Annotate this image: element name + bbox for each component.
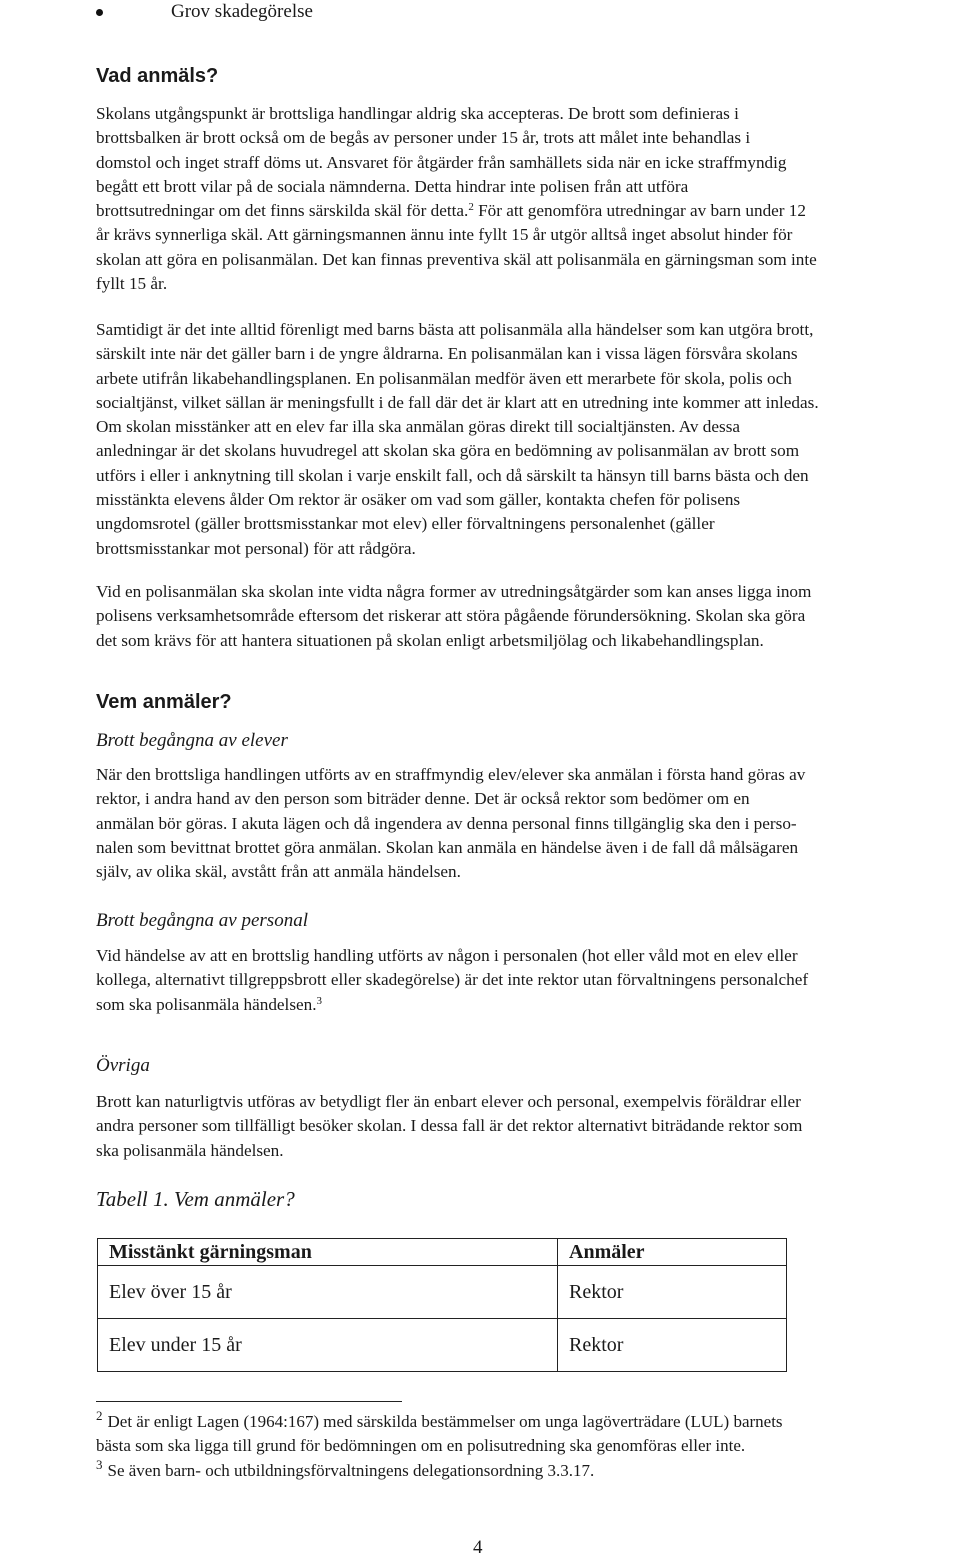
table-row bbox=[98, 1266, 787, 1319]
text-line: Skolans utgångspunkt är brottsliga handlingar aldrig ska accepteras. De brott som definieras i bbox=[96, 104, 739, 123]
text-line: domstol och inget straff döms ut. Ansvaret för åtgärder från samhällets sida när en icke straffmyndig bbox=[96, 152, 787, 172]
paragraph-1 bbox=[96, 102, 956, 296]
text-line: brottsbalken är brott också om de begås av personer under 15 år, trots att målet inte behandlas i bbox=[96, 128, 751, 148]
footnote-text: Se även barn- och utbildningsförvaltningens delegationsordning 3.3.17. bbox=[107, 1461, 595, 1480]
text-line: det som krävs för att hantera situationen på skolan enligt arbetsmiljölag och likabehandlingsplan. bbox=[96, 630, 764, 650]
table-cell: Elev över 15 år bbox=[98, 1266, 558, 1319]
text-line: ska polisanmäla händelsen. bbox=[96, 1140, 284, 1160]
text-line: rektor, i andra hand av den person som biträder denne. Det är också rektor som bedömer om en bbox=[96, 789, 750, 809]
footnote-2 bbox=[96, 1410, 783, 1458]
subheading-personal: Brott begångna av personal bbox=[96, 910, 308, 931]
vem-anmaler-table bbox=[97, 1238, 787, 1372]
text-line: socialtjänst, vilket sällan är meningsfullt i de fall där det är klart att en utredning inte kommer att inledas. bbox=[96, 392, 819, 412]
text-line: Vid händelse av att en brottslig handling utförts av någon i personalen (hot eller våld mot en elev eller bbox=[96, 946, 798, 965]
table-cell: Elev under 15 år bbox=[98, 1319, 558, 1372]
text-segment: som ska polisanmäla händelsen. bbox=[96, 994, 317, 1014]
text-line: år krävs synnerliga skäl. Att gärningsmannen ännu inte fyllt 15 år utgör alltså inget absolut hinder för bbox=[96, 225, 793, 245]
text-line: misstänkta elevens ålder Om rektor är osäker om vad som gäller, kontakta chefen för polisens bbox=[96, 490, 741, 510]
text-segment: brottsutredningar om det finns särskilda skäl för detta. bbox=[96, 201, 469, 221]
text-line: När den brottsliga handlingen utförts av en straffmyndig elev/elever ska anmälan i första hand göras av bbox=[96, 765, 806, 784]
table-cell: Rektor bbox=[558, 1319, 787, 1372]
subheading-elever: Brott begångna av elever bbox=[96, 730, 288, 751]
footnote-line bbox=[96, 1410, 783, 1434]
text-line: kollega, alternativt tillgreppsbrott eller skadegörelse) är det inte rektor utan förvaltningens personalchef bbox=[96, 970, 809, 990]
text-line: anledningar är det skolans huvudregel att skolan ska göra en bedömning av polisanmälan av brott som bbox=[96, 441, 800, 461]
text-line: polisens verksamhetsområde eftersom det riskerar att störa pågående förundersökning. Skolan ska göra bbox=[96, 606, 806, 626]
text-line: utförs i eller i anknytning till skolan i varje enskilt fall, och då särskilt ta hänsyn till barns bästa och den bbox=[96, 465, 809, 485]
table-header-row bbox=[98, 1239, 787, 1266]
bullet-text: Grov skadegörelse bbox=[171, 1, 313, 22]
footnote-ref-2[interactable]: 2 bbox=[468, 201, 474, 214]
text-line: nalen som bevittnat brottet göra anmälan. Skolan kan anmäla en händelse även i de fall då målsägaren bbox=[96, 837, 799, 857]
text-line: själv, av olika skäl, avstått från att anmäla händelsen. bbox=[96, 862, 461, 882]
table-row bbox=[98, 1319, 787, 1372]
footnote-line: bästa som ska ligga till grund för bedömningen om en polisutredning ska genomföras eller inte. bbox=[96, 1436, 746, 1455]
text-segment: För att genomföra utredningar av barn under 12 bbox=[473, 201, 806, 221]
footnote-text: Det är enligt Lagen (1964:167) med särskilda bestämmelser om unga lagöverträdare (LUL) barnets bbox=[107, 1412, 783, 1431]
text-line: arbete utifrån likabehandlingsplanen. En polisanmälan medför även ett merarbete för skola, polis och bbox=[96, 368, 792, 388]
footnote-divider bbox=[96, 1401, 402, 1402]
text-line: Om skolan misstänker att en elev far illa ska anmälan göras direkt till socialtjänsten. Av dessa bbox=[96, 417, 741, 437]
footnote-3 bbox=[96, 1459, 594, 1483]
paragraph-2 bbox=[96, 318, 956, 561]
paragraph-personal bbox=[96, 944, 956, 1017]
text-line: fyllt 15 år. bbox=[96, 274, 168, 294]
text-line: skolan att göra en polisanmälan. Det kan finnas preventiva skäl att polisanmäla en gärningsman som inte bbox=[96, 249, 817, 269]
subheading-ovriga: Övriga bbox=[96, 1055, 150, 1076]
footnote-number: 2 bbox=[96, 1408, 103, 1423]
text-line bbox=[96, 993, 956, 1017]
table-header-cell: Misstänkt gärningsman bbox=[98, 1239, 558, 1266]
paragraph-3 bbox=[96, 580, 956, 653]
text-line: Samtidigt är det inte alltid förenligt med barns bästa att polisanmäla alla händelser som kan utgöra brott, bbox=[96, 320, 814, 339]
footnote-number: 3 bbox=[96, 1457, 103, 1472]
text-line: brottsmisstankar mot personal) för att rådgöra. bbox=[96, 538, 416, 558]
text-line: Vid en polisanmälan ska skolan inte vidta några former av utredningsåtgärder som kan anses ligga inom bbox=[96, 582, 812, 601]
text-line: anmälan bör göras. I akuta lägen och då ingendera av denna personal finns tillgänglig ska den i perso- bbox=[96, 813, 797, 833]
text-line: begått ett brott vilar på de sociala nämnderna. Detta hindrar inte polisen från att utföra bbox=[96, 176, 689, 196]
table-cell: Rektor bbox=[558, 1266, 787, 1319]
text-line: Brott kan naturligtvis utföras av betydligt fler än enbart elever och personal, exempelvis föräldrar eller bbox=[96, 1092, 801, 1111]
table-header-cell: Anmäler bbox=[558, 1239, 787, 1266]
heading-vad-anmals: Vad anmäls? bbox=[96, 65, 219, 87]
text-line: andra personer som tillfälligt besöker skolan. I dessa fall är det rektor alternativt biträdande rektor som bbox=[96, 1116, 803, 1136]
heading-vem-anmaler: Vem anmäler? bbox=[96, 691, 232, 713]
table-caption: Tabell 1. Vem anmäler? bbox=[96, 1187, 295, 1211]
text-line bbox=[96, 199, 956, 223]
paragraph-elever bbox=[96, 763, 956, 884]
paragraph-ovriga bbox=[96, 1090, 956, 1163]
text-line: särskilt inte när det gäller barn i de yngre åldrarna. En polisanmälan kan i vissa lägen försvåra skolans bbox=[96, 344, 798, 364]
footnote-ref-3[interactable]: 3 bbox=[316, 994, 323, 1007]
text-line: ungdomsrotel (gäller brottsmisstankar mot elev) eller förvaltningens personalenhet (gäller bbox=[96, 514, 715, 534]
bullet-dot-icon bbox=[96, 9, 103, 16]
page-number: 4 bbox=[473, 1537, 483, 1558]
